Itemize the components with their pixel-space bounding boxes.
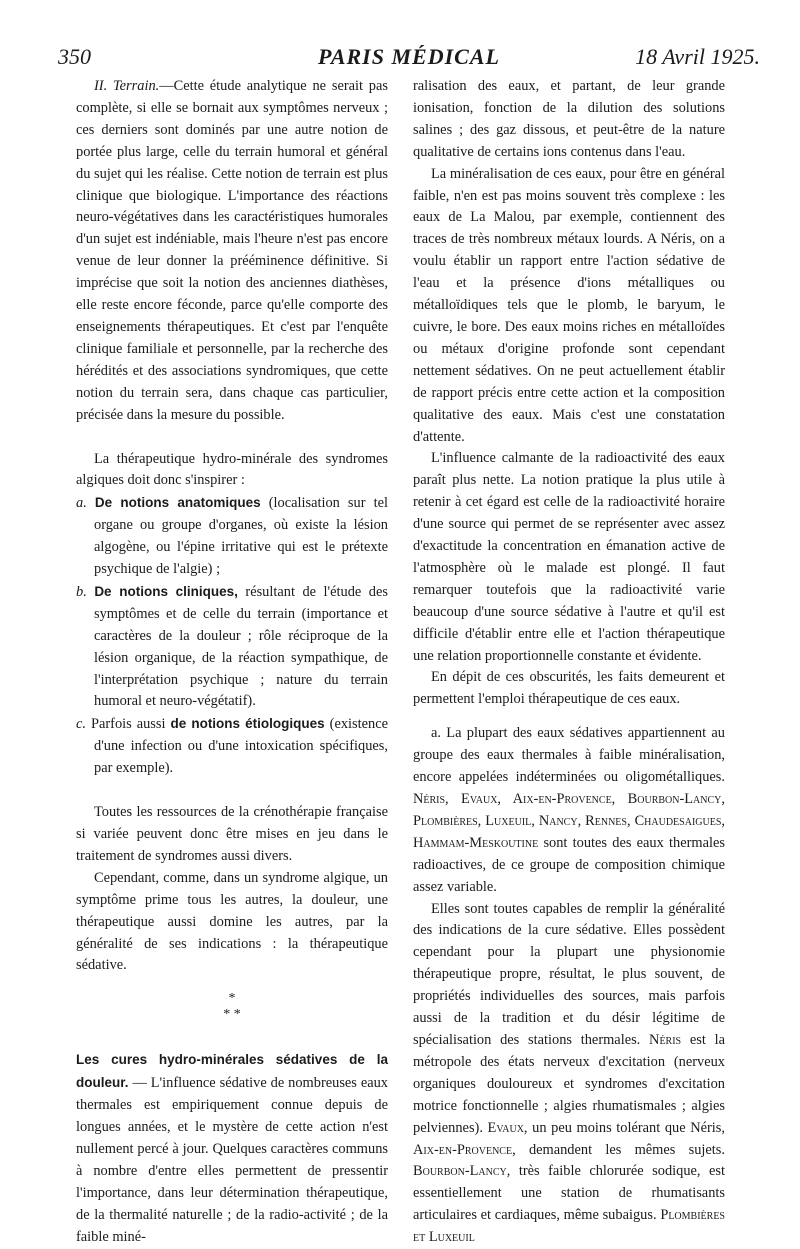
right-column bbox=[413, 76, 725, 1249]
stations-list: Néris, Evaux, Aix-en-Provence, Bourbon-Lancy, Plombières, Luxeuil, Nancy, Rennes, Chaudesaigues, Hammam-Meskoutine bbox=[413, 791, 725, 851]
mineralisation-paragraph: La minéralisation de ces eaux, pour être en général faible, n'en est pas moins souvent très complexe : les eaux de La Malou, par exemple, contiennent des traces de très nombreux métaux lourds. A Néris, on a voulu établir un rapport entre l'action sédative de l'eau et la présence d'ions métalliques ou métalloïdiques tels que le plomb, le baryum, le cuivre, le bore. Des eaux moins riches en métalloïdes ou métaux d'origine profonde sont cependant nettement sédatives. On ne peut actuellement établir de rapport précis entre cette action et la composition qualitative des eaux. Mais c'est une constatation d'attente. bbox=[413, 165, 725, 445]
page-number: 350 bbox=[58, 44, 91, 69]
running-header bbox=[58, 44, 760, 74]
intro-paragraph: La thérapeutique hydro-minérale des syndromes algiques doit donc s'inspirer : bbox=[76, 450, 388, 489]
elles-paragraph: Elles sont toutes capables de remplir la généralité des indications de la cure sédative. Elles possèdent cependant pour la plupart une physionomie thérapeutique propre, résultat, le plus souvent, de propriétés individuelles des sources, mais parfois aussi de la tradition et du désir légitime de spécialisation des stations thermales. Néris est la métropole des états nerveux d'excitation (nerveux organiques douloureux et syndromes d'excitation motrice fonctionnelle ; algies rhumatismales ; algies pelviennes). Evaux, un peu moins tolérant que Néris, Aix-en-Provence, demandent les mêmes sujets. Bourbon-Lancy, très faible chlorurée sodique, est essentiellement une station de rhumatisants articulaires et cardiaques, même subaigus. Plombières et Luxeuil bbox=[413, 900, 726, 1246]
item-b: b. De notions cliniques, résultant de l'étude des symptômes et de celle du terrain (importance et caractères de la douleur ; rôle réciproque de la lésion organique, de la réaction sympathique, de l'interprétation psychique ; nature du terrain humoral et neuro-végétatif). bbox=[76, 583, 388, 710]
cures-paragraph: Les cures hydro-minérales sédatives de la douleur. — L'influence sédative de nombreuses eaux thermales est empiriquement connue depuis de longues années, et le mystère de cette action n'est nullement percé à jour. Quelques caractères communs à nombre d'entre elles permettent de pressentir l'importance, dans leur détermination thérapeutique, de la thermalité naturelle ; de la radio-activité ; de la faible miné- bbox=[76, 1052, 388, 1245]
resources-paragraph: Toutes les ressources de la crénothérapie française si variée peuvent donc être mises en jeu dans le traitement de syndromes aussi divers. bbox=[76, 804, 388, 864]
item-c: c. Parfois aussi de notions étiologiques (existence d'une infection ou d'une intoxication spécifiques, par exemple). bbox=[76, 716, 388, 777]
obscurites-paragraph: En dépit de ces obscurités, les faits demeurent et permettent l'emploi thérapeutique de ces eaux. bbox=[413, 669, 725, 708]
asterism: * * * bbox=[223, 991, 241, 1023]
cures-heading: Les cures hydro-minérales sédatives de la douleur. bbox=[76, 1052, 388, 1091]
terrain-heading: II. Terrain. bbox=[94, 78, 160, 94]
terrain-paragraph: II. Terrain.—Cette étude analytique ne serait pas complète, si elle se bornait aux symptômes nerveux ; ces derniers sont dominés par une autre notion de portée plus large, celle du terrain humoral et général du sujet qui les réalise. Cette notion de terrain est plus clinique que biologique. L'importance des réactions neuro-végétatives dans les caractéristiques humorales d'un sujet est indéniable, mais l'heure n'est pas encore venue de leur donner la prééminence définitive. Si imprécise que soit la notion des anciennes diathèses, elle reste encore féconde, parce qu'elle comporte des enseignements thérapeutiques. Et c'est par l'enquête clinique familiale et personnelle, par la recherche des hérédités et des associations syndromiques, que cette notion du terrain sera, dans chaque cas particulier, précisée dans la mesure du possible. bbox=[76, 78, 388, 423]
left-column bbox=[76, 76, 388, 1249]
section-a-paragraph: a. La plupart des eaux sédatives appartiennent au groupe des eaux thermales à faible minéralisation, encore appelées indéterminées ou oligométalliques. Néris, Evaux, Aix-en-Provence, Bourbon-Lancy, Plombières, Luxeuil, Nancy, Rennes, Chaudesaigues, Hammam-Meskoutine sont toutes des eaux thermales radioactives, de ce groupe de composition chimique assez variable. bbox=[413, 725, 725, 895]
journal-title: PARIS MÉDICAL bbox=[318, 44, 500, 69]
item-a: a. De notions anatomiques (localisation sur tel organe ou groupe d'organes, où existe la lésion algogène, ou l'épine irritative qui est le prétexte psychique de l'algie) ; bbox=[76, 495, 388, 578]
radioactivite-paragraph: L'influence calmante de la radioactivité des eaux paraît plus nette. La notion pratique la plus utile à retenir à cet égard est celle de la radioactivité horaire d'une source qui permet de se représenter avec assez d'exactitude la concentration en émanation active de l'atmosphère où le malade est plongé. Il faut remarquer toutefois que la radioactivité varie beaucoup d'une source sédative à l'autre et qu'il est difficile d'établir entre elle et l'action thérapeutique une relation proportionnelle constante et évidente. bbox=[413, 450, 725, 664]
cependant-paragraph: Cependant, comme, dans un syndrome algique, un symptôme prime tous les autres, la douleur, une thérapeutique aussi domine les autres, par la généralité de ses indications : la thérapeutique sédative. bbox=[76, 869, 388, 974]
issue-date: 18 Avril 1925. bbox=[635, 44, 760, 69]
continuation-paragraph: ralisation des eaux, et partant, de leur grande ionisation, fonction de la dilution des solutions salines ; des gaz dissous, et peut-être de la nature qualitative de certains ions contenus dans l'eau. bbox=[413, 78, 725, 160]
